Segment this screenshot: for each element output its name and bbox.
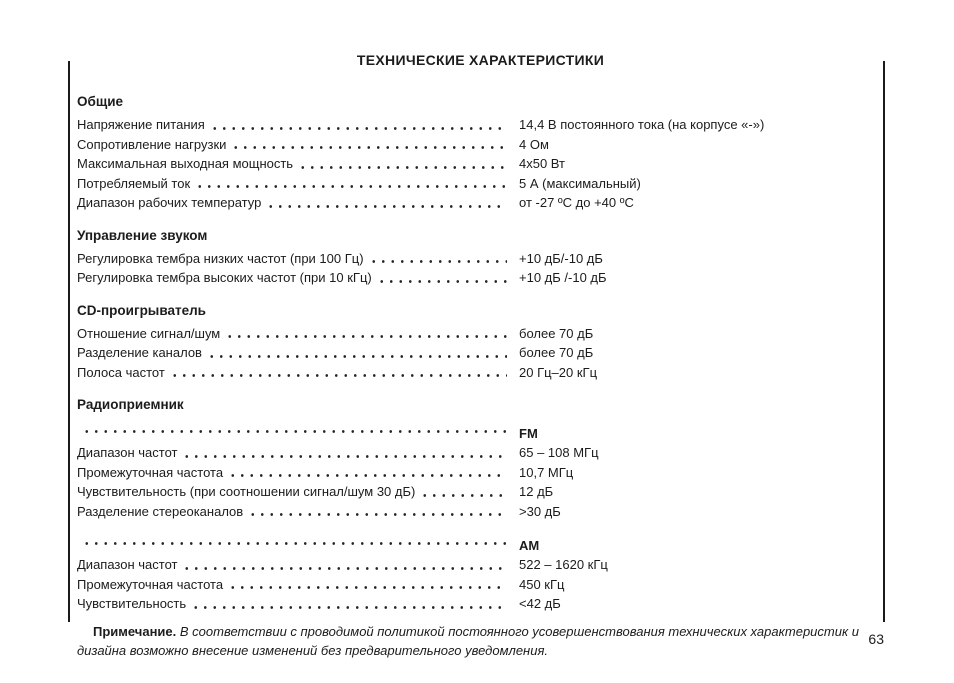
section-heading-cd-player: CD-проигрыватель bbox=[77, 302, 206, 318]
spec-leader bbox=[77, 482, 507, 502]
spec-label: Потребляемый ток bbox=[77, 175, 191, 191]
spec-label: Напряжение питания bbox=[77, 117, 205, 132]
spec-label: Диапазон частот bbox=[77, 445, 178, 460]
spec-row bbox=[77, 115, 884, 135]
band-label-am: AM bbox=[519, 537, 540, 553]
spec-value: более 70 дБ bbox=[519, 345, 594, 360]
spec-leader bbox=[77, 268, 507, 288]
spec-leader bbox=[77, 193, 507, 213]
spec-row bbox=[77, 249, 884, 269]
spec-leader bbox=[77, 463, 507, 483]
dot-leader bbox=[195, 174, 507, 194]
spec-leader bbox=[77, 135, 507, 155]
spec-row bbox=[77, 268, 884, 288]
spec-row-am-band bbox=[77, 530, 884, 555]
spec-value: 4 Ом bbox=[519, 136, 549, 152]
section-heading-general: Общие bbox=[77, 94, 124, 109]
dot-leader bbox=[420, 482, 507, 502]
spec-leader bbox=[77, 418, 507, 438]
footnote-label: Примечание. bbox=[93, 623, 177, 639]
spec-label: Полоса частот bbox=[77, 364, 165, 380]
spec-value: более 70 дБ bbox=[519, 325, 594, 341]
spec-value: 14,4 В постоянного тока (на корпусе «-») bbox=[519, 117, 765, 132]
spec-label: Сопротивление нагрузки bbox=[77, 136, 227, 152]
spec-label: Регулировка тембра низких частот (при 100 Гц) bbox=[77, 250, 364, 266]
spec-value: 65 – 108 МГц bbox=[519, 445, 599, 460]
spec-row-fm-band bbox=[77, 418, 884, 443]
spec-leader bbox=[77, 115, 507, 135]
spec-row bbox=[77, 575, 884, 595]
spec-row bbox=[77, 135, 884, 155]
spec-leader bbox=[77, 555, 507, 575]
spec-value: от -27 ºС до +40 ºС bbox=[519, 195, 634, 210]
spec-label: Чувствительность bbox=[77, 596, 187, 611]
dot-leader bbox=[210, 115, 507, 135]
dot-leader bbox=[207, 343, 507, 363]
spec-leader bbox=[77, 154, 507, 174]
spec-leader bbox=[77, 530, 507, 550]
spec-label: Промежуточная частота bbox=[77, 576, 224, 592]
spec-row bbox=[77, 174, 884, 194]
spec-label: Чувствительность (при соотношении сигнал/шум 30 дБ) bbox=[77, 484, 416, 499]
dot-leader bbox=[170, 363, 507, 383]
dot-leader bbox=[231, 135, 507, 155]
dot-leader bbox=[228, 463, 507, 483]
section-heading-sound-control: Управление звуком bbox=[77, 227, 208, 243]
spec-value: >30 дБ bbox=[519, 503, 561, 519]
spec-value: 4x50 Вт bbox=[519, 156, 565, 171]
dot-leader bbox=[377, 268, 507, 288]
spec-label: Промежуточная частота bbox=[77, 464, 224, 480]
spec-row bbox=[77, 324, 884, 344]
spec-leader bbox=[77, 363, 507, 383]
spec-label: Диапазон частот bbox=[77, 557, 178, 572]
spec-value: +10 дБ/-10 дБ bbox=[519, 250, 603, 266]
page-content bbox=[77, 52, 884, 660]
dot-leader bbox=[182, 555, 507, 575]
dot-leader bbox=[228, 575, 507, 595]
spec-leader bbox=[77, 343, 507, 363]
spec-row bbox=[77, 482, 884, 502]
page-title: ТЕХНИЧЕСКИЕ ХАРАКТЕРИСТИКИ bbox=[356, 52, 605, 68]
spec-leader bbox=[77, 443, 507, 463]
footnote-text: В соответствии с проводимой политикой постоянного усовершенствования технических характеристик и дизайна возможно внесение изменений без предварительного уведомления. bbox=[77, 623, 859, 658]
left-column-rule bbox=[68, 61, 70, 622]
spec-leader bbox=[77, 575, 507, 595]
spec-value: 20 Гц–20 кГц bbox=[519, 364, 598, 380]
spec-row bbox=[77, 463, 884, 483]
dot-leader bbox=[182, 443, 507, 463]
spec-value: 5 А (максимальный) bbox=[519, 175, 641, 191]
spec-row bbox=[77, 154, 884, 174]
spec-leader bbox=[77, 249, 507, 269]
spec-value: 10,7 МГц bbox=[519, 464, 574, 480]
band-label-fm: FM bbox=[519, 425, 538, 441]
section-heading-radio: Радиоприемник bbox=[77, 397, 184, 412]
spec-row bbox=[77, 594, 884, 614]
spec-leader bbox=[77, 174, 507, 194]
spec-value: 12 дБ bbox=[519, 484, 554, 499]
footnote bbox=[77, 622, 884, 660]
spec-row bbox=[77, 343, 884, 363]
spec-row bbox=[77, 555, 884, 575]
spec-row bbox=[77, 502, 884, 522]
spec-value: <42 дБ bbox=[519, 596, 561, 611]
spec-leader bbox=[77, 594, 507, 614]
spec-label: Диапазон рабочих температур bbox=[77, 195, 262, 210]
dot-leader bbox=[82, 418, 507, 438]
spec-label: Разделение стереоканалов bbox=[77, 503, 244, 519]
dot-leader bbox=[248, 502, 507, 522]
spec-value: 450 кГц bbox=[519, 576, 565, 592]
dot-leader bbox=[369, 249, 507, 269]
spec-value: +10 дБ /-10 дБ bbox=[519, 270, 607, 285]
spec-leader bbox=[77, 502, 507, 522]
spec-label: Отношение сигнал/шум bbox=[77, 325, 221, 341]
spec-row bbox=[77, 443, 884, 463]
spec-row bbox=[77, 363, 884, 383]
spec-leader bbox=[77, 324, 507, 344]
spec-value: 522 – 1620 кГц bbox=[519, 557, 608, 572]
spec-label: Максимальная выходная мощность bbox=[77, 156, 294, 171]
dot-leader bbox=[266, 193, 507, 213]
spec-label: Регулировка тембра высоких частот (при 10 кГц) bbox=[77, 270, 372, 285]
dot-leader bbox=[82, 530, 507, 550]
dot-leader bbox=[225, 324, 507, 344]
page-number: 63 bbox=[868, 631, 884, 647]
dot-leader bbox=[191, 594, 507, 614]
spec-row bbox=[77, 193, 884, 213]
spec-label: Разделение каналов bbox=[77, 345, 202, 360]
dot-leader bbox=[298, 154, 507, 174]
